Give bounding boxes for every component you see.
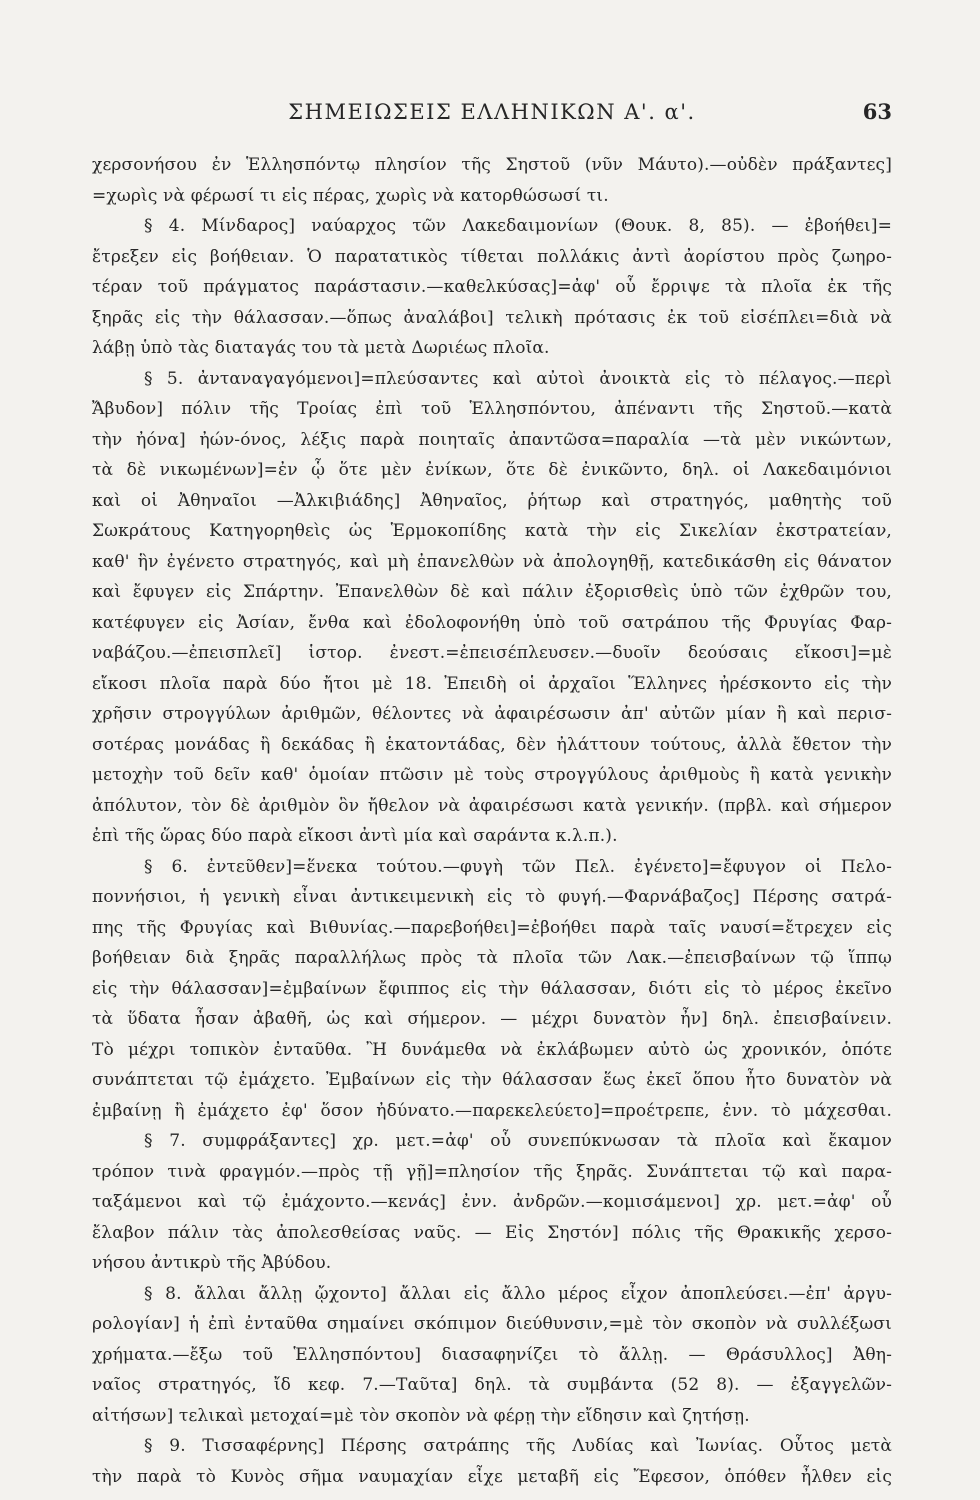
text-line: σοτέρας μονάδας ἢ δεκάδας ἢ ἑκατοντάδας, δὲν ἠλάττουν τούτους, ἀλλὰ ἔθετον τὴν	[92, 734, 892, 755]
text-line: χερσονήσου ἐν Ἑλλησπόντῳ πλησίον τῆς Σηστοῦ (νῦν Μάυτο).—οὐδὲν πράξαντες]	[92, 155, 892, 175]
section-start-line: § 5. ἀνταναγαγόμενοι]=πλεύσαντες καὶ αὐτοὶ ἀνοικτὰ εἰς τὸ πέλαγος.—περὶ	[144, 368, 892, 389]
text-line: τρόπον τινὰ φραγμόν.—πρὸς τῇ γῇ]=πλησίον τῆς ξηρᾶς. Συνάπτεται τῷ καὶ παρα-	[92, 1161, 892, 1182]
text-line: ἐμβαίνῃ ἢ ἐμάχετο ἐφ' ὅσον ἠδύνατο.—παρεκελεύετο]=προέτρεπε, ἐνν. τὸ μάχεσθαι.	[92, 1100, 892, 1121]
text-line: ἔτρεξεν εἰς βοήθειαν. Ὁ παρατατικὸς τίθεται πολλάκις ἀντὶ ἀορίστου πρὸς ζωηρο-	[92, 246, 892, 267]
section-start-line: § 4. Μίνδαρος] ναύαρχος τῶν Λακεδαιμονίων (Θουκ. 8, 85). — ἐβοήθει]=	[144, 216, 892, 236]
text-line: βοήθειαν διὰ ξηρᾶς παραλλήλως πρὸς τὰ πλοῖα τῶν Λακ.—ἐπεισβαίνων τῷ ἵππῳ	[92, 948, 892, 968]
text-line: ἔλαβον πάλιν τὰς ἀπολεσθείσας ναῦς. — Εἰς Σηστόν] πόλις τῆς Θρακικῆς χερσο-	[92, 1222, 892, 1243]
running-title: ΣΗΜΕΙΩΣΕΙΣ ΕΛΛΗΝΙΚΩΝ Α'. α'.	[288, 100, 696, 124]
text-line: ξηρᾶς εἰς τὴν θάλασσαν.—ὅπως ἀναλάβοι] τελικὴ πρότασις ἐκ τοῦ εἰσέπλει=διὰ νὰ	[92, 307, 892, 328]
text-line: καὶ ἔφυγεν εἰς Σπάρτην. Ἐπανελθὼν δὲ καὶ πάλιν ἐξορισθεὶς ὑπὸ τῶν ἐχθρῶν του,	[92, 582, 892, 602]
text-line: χρήματα.—ἔξω τοῦ Ἑλλησπόντου] διασαφηνίζει τὸ ἄλλῃ. — Θράσυλλος] Ἀθη-	[92, 1344, 892, 1365]
text-line: τὰ δὲ νικωμένων]=ἐν ᾧ ὅτε μὲν ἐνίκων, ὅτε δὲ ἐνικῶντο, δηλ. οἱ Λακεδαιμόνιοι	[92, 460, 892, 480]
notes-body	[92, 150, 892, 1492]
text-line: νήσου ἀντικρὺ τῆς Ἀβύδου.	[92, 1253, 332, 1273]
text-line: ἐπὶ τῆς ὥρας δύο παρὰ εἴκοσι ἀντὶ μία καὶ σαράντα κ.λ.π.).	[92, 826, 618, 846]
text-line: εἴκοσι πλοῖα παρὰ δύο ἤτοι μὲ 18. Ἐπειδὴ οἱ ἀρχαῖοι Ἕλληνες ἠρέσκοντο εἰς τὴν	[92, 673, 892, 694]
text-line: αἰτήσων] τελικαὶ μετοχαί=μὲ τὸν σκοπὸν νὰ φέρῃ τὴν εἴδησιν καὶ ζητήσῃ.	[92, 1405, 750, 1426]
text-line: κατέφυγεν εἰς Ἀσίαν, ἔνθα καὶ ἐδολοφονήθη ὑπὸ τοῦ σατράπου τῆς Φρυγίας Φαρ-	[92, 612, 892, 633]
text-line: τὴν παρὰ τὸ Κυνὸς σῆμα ναυμαχίαν εἶχε μεταβῆ εἰς Ἔφεσον, ὁπόθεν ἦλθεν εἰς	[92, 1466, 892, 1487]
text-line: χρῆσιν στρογγύλων ἀριθμῶν, θέλοντες νὰ ἀφαιρέσωσιν ἀπ' αὐτῶν μίαν ἢ καὶ περισ-	[92, 704, 892, 724]
text-line: πης τῆς Φρυγίας καὶ Βιθυνίας.—παρεβοήθει]=ἐβοήθει παρὰ ταῖς ναυσί=ἔτρεχεν εἰς	[92, 917, 892, 938]
text-line: εἰς τὴν θάλασσαν]=ἐμβαίνων ἔφιππος εἰς τὴν θάλασσαν, διότι εἰς τὸ μέρος ἐκεῖνο	[92, 978, 892, 999]
text-line: Σωκράτους Κατηγορηθεὶς ὡς Ἑρμοκοπίδης κατὰ τὴν εἰς Σικελίαν ἐκστρατείαν,	[92, 521, 892, 541]
page-number: 63	[862, 99, 892, 124]
text-line: ἀπόλυτον, τὸν δὲ ἀριθμὸν ὃν ἤθελον νὰ ἀφαιρέσωσι κατὰ γενικήν. (πρβλ. καὶ σήμερον	[92, 795, 892, 816]
book-page	[92, 92, 892, 1492]
text-line: Τὸ μέχρι τοπικὸν ἐνταῦθα. Ἢ δυνάμεθα νὰ ἐκλάβωμεν αὐτὸ ὡς χρονικόν, ὁπότε	[92, 1039, 892, 1060]
text-line: τὰ ὕδατα ἦσαν ἀβαθῆ, ὡς καὶ σήμερον. — μέχρι δυνατὸν ἦν] δηλ. ἐπεισβαίνειν.	[92, 1009, 892, 1029]
running-header	[92, 92, 892, 132]
text-line: συνάπτεται τῷ ἐμάχετο. Ἐμβαίνων εἰς τὴν θάλασσαν ἕως ἐκεῖ ὅπου ἦτο δυνατὸν νὰ	[92, 1070, 892, 1090]
text-line: ναῖος στρατηγός, ἴδ κεφ. 7.—Ταῦτα] δηλ. τὰ συμβάντα (52 8). — ἐξαγγελῶν-	[92, 1375, 892, 1395]
text-line: λάβῃ ὑπὸ τὰς διαταγάς του τὰ μετὰ Δωριέως πλοῖα.	[92, 338, 550, 358]
section-start-line: § 6. ἐντεῦθεν]=ἕνεκα τούτου.—φυγὴ τῶν Πελ. ἐγένετο]=ἔφυγον οἱ Πελο-	[144, 856, 892, 877]
section-start-line: § 9. Τισσαφέρνης] Πέρσης σατράπης τῆς Λυδίας καὶ Ἰωνίας. Οὗτος μετὰ	[144, 1436, 892, 1456]
section-start-line: § 8. ἄλλαι ἄλλῃ ᾤχοντο] ἄλλαι εἰς ἄλλο μέρος εἶχον ἀποπλεύσει.—ἐπ' ἀργυ-	[144, 1283, 892, 1304]
text-line: ποννήσιοι, ἡ γενικὴ εἶναι ἀντικειμενικὴ εἰς τὸ φυγή.—Φαρνάβαζος] Πέρσης σατρά-	[92, 887, 892, 907]
text-line: ταξάμενοι καὶ τῷ ἐμάχοντο.—κενάς] ἐνν. ἀνδρῶν.—κομισάμενοι] χρ. μετ.=ἀφ' οὗ	[92, 1192, 892, 1212]
text-line: τὴν ἠόνα] ἠών-όνος, λέξις παρὰ ποιηταῖς ἀπαντῶσα=παραλία —τὰ μὲν νικώντων,	[92, 429, 892, 450]
text-line: Ἄβυδον] πόλιν τῆς Τροίας ἐπὶ τοῦ Ἑλλησπόντου, ἀπέναντι τῆς Σηστοῦ.—κατὰ	[92, 399, 892, 419]
text-line: τέραν τοῦ πράγματος παράστασιν.—καθελκύσας]=ἀφ' οὗ ἔρριψε τὰ πλοῖα ἐκ τῆς	[92, 277, 892, 297]
text-line: ναβάζου.—ἐπεισπλεῖ] ἱστορ. ἐνεστ.=ἐπεισέπλευσεν.—δυοῖν δεούσαις εἴκοσι]=μὲ	[92, 643, 892, 663]
text-line: καθ' ἣν ἐγένετο στρατηγός, καὶ μὴ ἐπανελθὼν νὰ ἀπολογηθῇ, κατεδικάσθη εἰς θάνατον	[92, 551, 892, 572]
text-line: μετοχὴν τοῦ δεῖν καθ' ὁμοίαν πτῶσιν μὲ τοὺς στρογγύλους ἀριθμοὺς ἢ κατὰ γενικὴν	[92, 765, 892, 785]
text-line: ρολογίαν] ἡ ἐπὶ ἐνταῦθα σημαίνει σκόπιμον διεύθυνσιν,=μὲ τὸν σκοπὸν νὰ συλλέξωσι	[92, 1314, 892, 1334]
text-line: καὶ οἱ Ἀθηναῖοι —Ἀλκιβιάδης] Ἀθηναῖος, ῥήτωρ καὶ στρατηγός, μαθητὴς τοῦ	[92, 490, 892, 511]
section-start-line: § 7. συμφράξαντες] χρ. μετ.=ἀφ' οὗ συνεπύκνωσαν τὰ πλοῖα καὶ ἔκαμον	[144, 1131, 892, 1151]
text-line: =χωρὶς νὰ φέρωσί τι εἰς πέρας, χωρὶς νὰ κατορθώσωσί τι.	[92, 185, 609, 206]
